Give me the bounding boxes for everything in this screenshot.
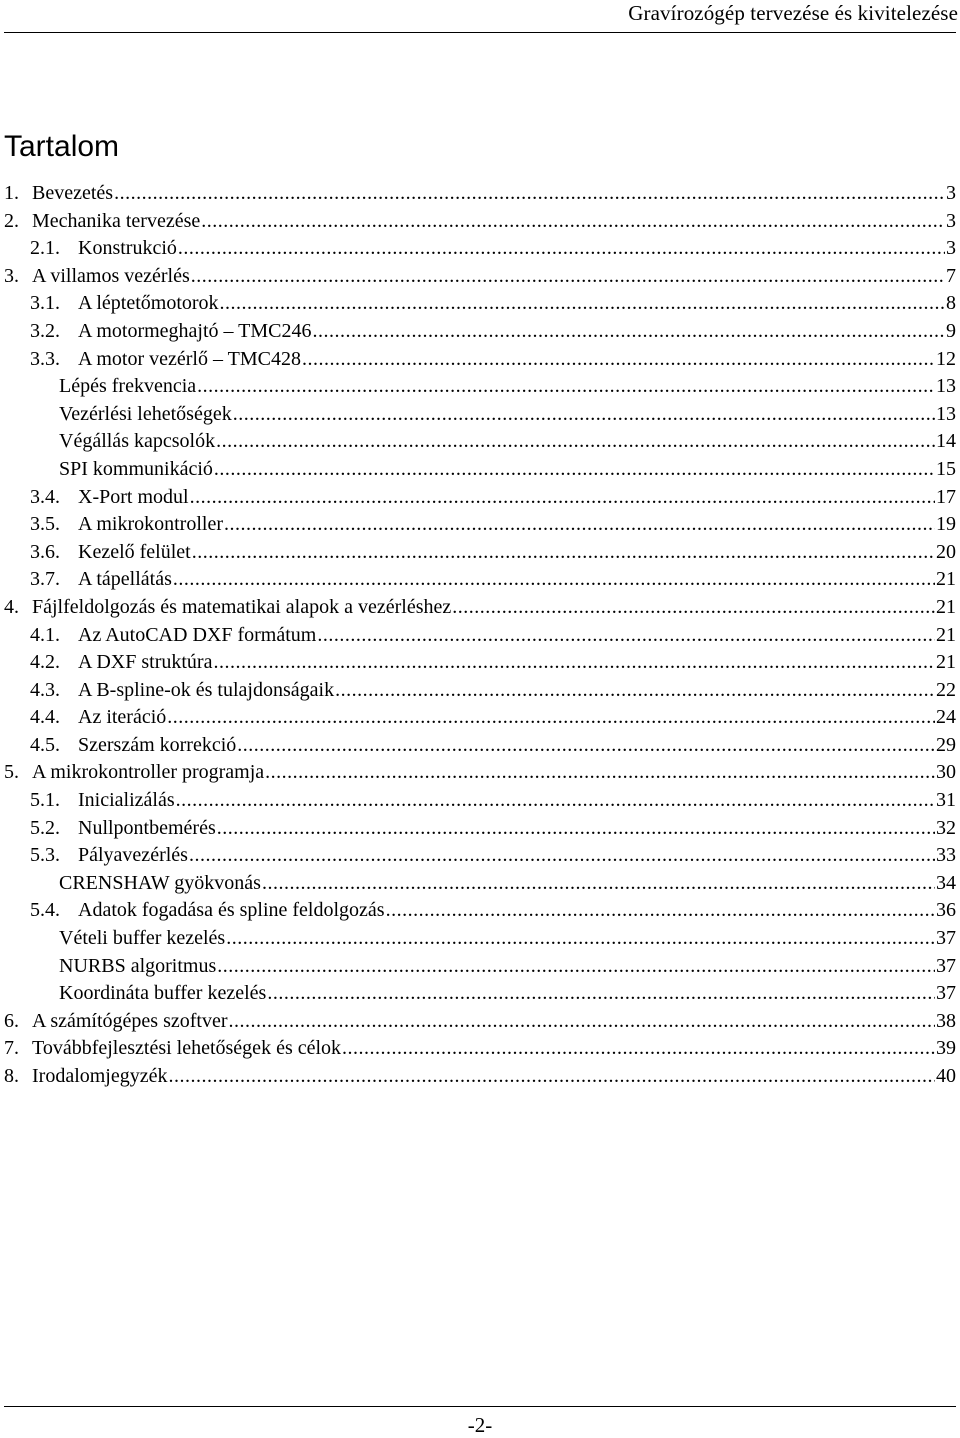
toc-entry-page: 29 (936, 733, 956, 756)
toc-dot-leader (191, 263, 945, 291)
toc-entry-title: Koordináta buffer kezelés (59, 982, 267, 1005)
toc-entry-number: 4.2. (30, 651, 60, 674)
toc-entry-title: Konstrukció (78, 237, 177, 260)
toc-entry-page: 22 (936, 678, 956, 701)
footer-rule (4, 1406, 956, 1407)
toc-dot-leader (226, 925, 935, 953)
toc-entry[interactable] (4, 401, 956, 429)
toc-entry-number: 4.4. (30, 706, 60, 729)
toc-entry[interactable] (4, 732, 956, 760)
toc-entry[interactable] (4, 649, 956, 677)
toc-entry-page: 36 (936, 899, 956, 922)
toc-entry-title: Mechanika tervezése (32, 209, 201, 232)
toc-entry-number: 6. (4, 1009, 19, 1032)
toc-dot-leader (229, 1008, 936, 1036)
toc-dot-leader (313, 318, 945, 346)
toc-entry-title: Irodalomjegyzék (32, 1065, 168, 1087)
toc-entry-title: Az AutoCAD DXF formátum (78, 623, 317, 646)
toc-entry-title: Adatok fogadása és spline feldolgozás (78, 899, 385, 922)
toc-entry-page: 39 (936, 1037, 956, 1060)
toc-entry-page: 37 (936, 954, 956, 977)
toc-entry[interactable] (4, 953, 956, 981)
toc-entry-title: Nullpontbemérés (78, 816, 216, 839)
toc-entry-page: 13 (936, 402, 956, 425)
toc-entry-title: Továbbfejlesztési lehetőségek és célok (32, 1037, 342, 1060)
toc-entry-number: 7. (4, 1037, 19, 1060)
toc-entry[interactable] (4, 456, 956, 484)
toc-entry-title: Szerszám korrekció (78, 733, 237, 756)
toc-entry-page: 40 (936, 1065, 956, 1087)
toc-entry[interactable] (4, 925, 956, 953)
toc-entry-page: 37 (936, 982, 956, 1005)
toc-entry-number: 8. (4, 1065, 19, 1087)
toc-entry-title: CRENSHAW gyökvonás (59, 871, 261, 894)
toc-entry-title: Az iteráció (78, 706, 167, 729)
toc-entry-page: 34 (936, 871, 956, 894)
toc-entry[interactable] (4, 594, 956, 622)
toc-dot-leader (173, 566, 935, 594)
toc-entry-page: 21 (936, 568, 956, 591)
toc-entry-page: 15 (936, 457, 956, 480)
toc-entry-number: 1. (4, 182, 19, 204)
toc-title: Tartalom (4, 130, 120, 163)
toc-entry-number: 3.1. (30, 292, 60, 315)
toc-entry-number: 5.3. (30, 844, 60, 867)
toc-entry-page: 21 (936, 651, 956, 674)
toc-dot-leader (178, 235, 945, 263)
toc-entry-title: Kezelő felület (78, 540, 191, 563)
toc-entry-title: Inicializálás (78, 789, 175, 812)
toc-entry[interactable] (4, 318, 956, 346)
running-header: Gravírozógép tervezése és kivitelezése (628, 1, 958, 25)
toc-entry[interactable] (4, 373, 956, 401)
toc-dot-leader (214, 456, 935, 484)
toc-entry-page: 33 (936, 844, 956, 867)
toc-entry-title: A DXF struktúra (78, 651, 213, 674)
toc-entry[interactable] (4, 1008, 956, 1036)
toc-entry-title: Fájlfeldolgozás és matematikai alapok a vezérléshez (32, 595, 452, 618)
toc-entry[interactable] (4, 290, 956, 318)
toc-dot-leader (220, 290, 945, 318)
toc-entry-title: Bevezetés (32, 182, 114, 204)
toc-entry-page: 21 (936, 595, 956, 618)
toc-entry[interactable] (4, 511, 956, 539)
toc-entry-title: Pályavezérlés (78, 844, 188, 867)
toc-entry-title: A léptetőmotorok (78, 292, 219, 315)
toc-entry-page: 3 (946, 182, 956, 204)
toc-entry-page: 3 (946, 237, 956, 260)
toc-entry-number: 3.4. (30, 485, 60, 508)
toc-entry-page: 38 (936, 1009, 956, 1032)
toc-entry-number: 3.3. (30, 347, 60, 370)
toc-entry-page: 3 (946, 209, 956, 232)
toc-dot-leader (114, 180, 945, 208)
toc-entry-number: 5.2. (30, 816, 60, 839)
toc-entry-page: 8 (946, 292, 956, 315)
toc-entry-number: 5. (4, 761, 19, 784)
toc-entry[interactable] (4, 180, 956, 208)
toc-entry[interactable] (4, 815, 956, 843)
toc-entry-number: 3.6. (30, 540, 60, 563)
toc-entry-page: 9 (946, 319, 956, 342)
toc-entry-page: 7 (946, 264, 956, 287)
toc-entry-page: 32 (936, 816, 956, 839)
toc-dot-leader (452, 594, 935, 622)
toc-entry[interactable] (4, 208, 956, 236)
toc-entry-title: Vezérlési lehetőségek (59, 402, 232, 425)
toc-entry-title: Lépés frekvencia (59, 375, 197, 398)
toc-entry-page: 19 (936, 513, 956, 536)
toc-dot-leader (317, 622, 935, 650)
toc-dot-leader (237, 732, 935, 760)
toc-entry[interactable] (4, 1063, 956, 1091)
toc-dot-leader (176, 787, 935, 815)
toc-entry-number: 2.1. (30, 237, 60, 260)
toc-dot-leader (201, 208, 945, 236)
toc-dot-leader (197, 373, 935, 401)
toc-dot-leader (265, 759, 935, 787)
toc-dot-leader (262, 870, 935, 898)
toc-entry-number: 4.5. (30, 733, 60, 756)
toc-entry[interactable] (4, 759, 956, 787)
toc-entry[interactable] (4, 897, 956, 925)
toc-entry-title: SPI kommunikáció (59, 457, 213, 480)
toc-entry-number: 4. (4, 595, 19, 618)
toc-entry-title: A mikrokontroller (78, 513, 223, 536)
toc-entry[interactable] (4, 263, 956, 291)
toc-entry-page: 21 (936, 623, 956, 646)
page-number: -2- (467, 1413, 493, 1437)
toc-entry[interactable] (4, 1035, 956, 1063)
toc-entry[interactable] (4, 428, 956, 456)
table-of-contents (4, 180, 956, 1091)
toc-entry[interactable] (4, 677, 956, 705)
toc-dot-leader (192, 539, 935, 567)
toc-entry[interactable] (4, 484, 956, 512)
toc-dot-leader (217, 815, 935, 843)
toc-entry[interactable] (4, 980, 956, 1008)
toc-entry[interactable] (4, 704, 956, 732)
toc-entry-page: 37 (936, 927, 956, 950)
toc-dot-leader (216, 428, 935, 456)
toc-entry-title: A villamos vezérlés (32, 264, 190, 287)
toc-entry-page: 12 (936, 347, 956, 370)
toc-entry[interactable] (4, 870, 956, 898)
toc-entry-page: 30 (936, 761, 956, 784)
toc-entry-title: X-Port modul (78, 485, 189, 508)
toc-entry[interactable] (4, 842, 956, 870)
toc-entry-title: A motormeghajtó – TMC246 (78, 319, 312, 342)
toc-entry[interactable] (4, 787, 956, 815)
toc-entry-number: 4.1. (30, 623, 60, 646)
toc-entry-number: 3.7. (30, 568, 60, 591)
toc-dot-leader (213, 649, 935, 677)
toc-entry[interactable] (4, 539, 956, 567)
toc-entry[interactable] (4, 566, 956, 594)
toc-entry-title: NURBS algoritmus (59, 954, 217, 977)
toc-entry[interactable] (4, 622, 956, 650)
toc-entry-page: 20 (936, 540, 956, 563)
toc-entry-title: Vételi buffer kezelés (59, 927, 226, 950)
toc-entry-page: 14 (936, 430, 956, 453)
toc-dot-leader (335, 677, 935, 705)
toc-entry[interactable] (4, 346, 956, 374)
toc-dot-leader (217, 953, 935, 981)
toc-entry-title: A motor vezérlő – TMC428 (78, 347, 301, 370)
toc-entry-number: 3.2. (30, 319, 60, 342)
toc-dot-leader (190, 484, 935, 512)
header-rule (4, 32, 956, 33)
toc-dot-leader (167, 704, 935, 732)
toc-dot-leader (342, 1035, 935, 1063)
toc-entry-number: 5.1. (30, 789, 60, 812)
toc-dot-leader (169, 1063, 936, 1091)
toc-entry-page: 31 (936, 789, 956, 812)
toc-entry-number: 4.3. (30, 678, 60, 701)
toc-entry-number: 3.5. (30, 513, 60, 536)
toc-entry-title: A B-spline-ok és tulajdonságaik (78, 678, 335, 701)
toc-entry-title: A számítógépes szoftver (32, 1009, 228, 1032)
toc-dot-leader (224, 511, 935, 539)
toc-entry-page: 17 (936, 485, 956, 508)
toc-entry-title: A mikrokontroller programja (32, 761, 265, 784)
toc-entry-number: 5.4. (30, 899, 60, 922)
toc-dot-leader (233, 401, 935, 429)
toc-entry-title: A tápellátás (78, 568, 172, 591)
toc-entry-number: 3. (4, 264, 19, 287)
toc-dot-leader (267, 980, 935, 1008)
toc-dot-leader (386, 897, 935, 925)
toc-entry-number: 2. (4, 209, 19, 232)
toc-dot-leader (189, 842, 935, 870)
toc-entry-page: 24 (936, 706, 956, 729)
toc-entry-page: 13 (936, 375, 956, 398)
toc-entry-title: Végállás kapcsolók (59, 430, 216, 453)
toc-dot-leader (302, 346, 935, 374)
toc-entry[interactable] (4, 235, 956, 263)
